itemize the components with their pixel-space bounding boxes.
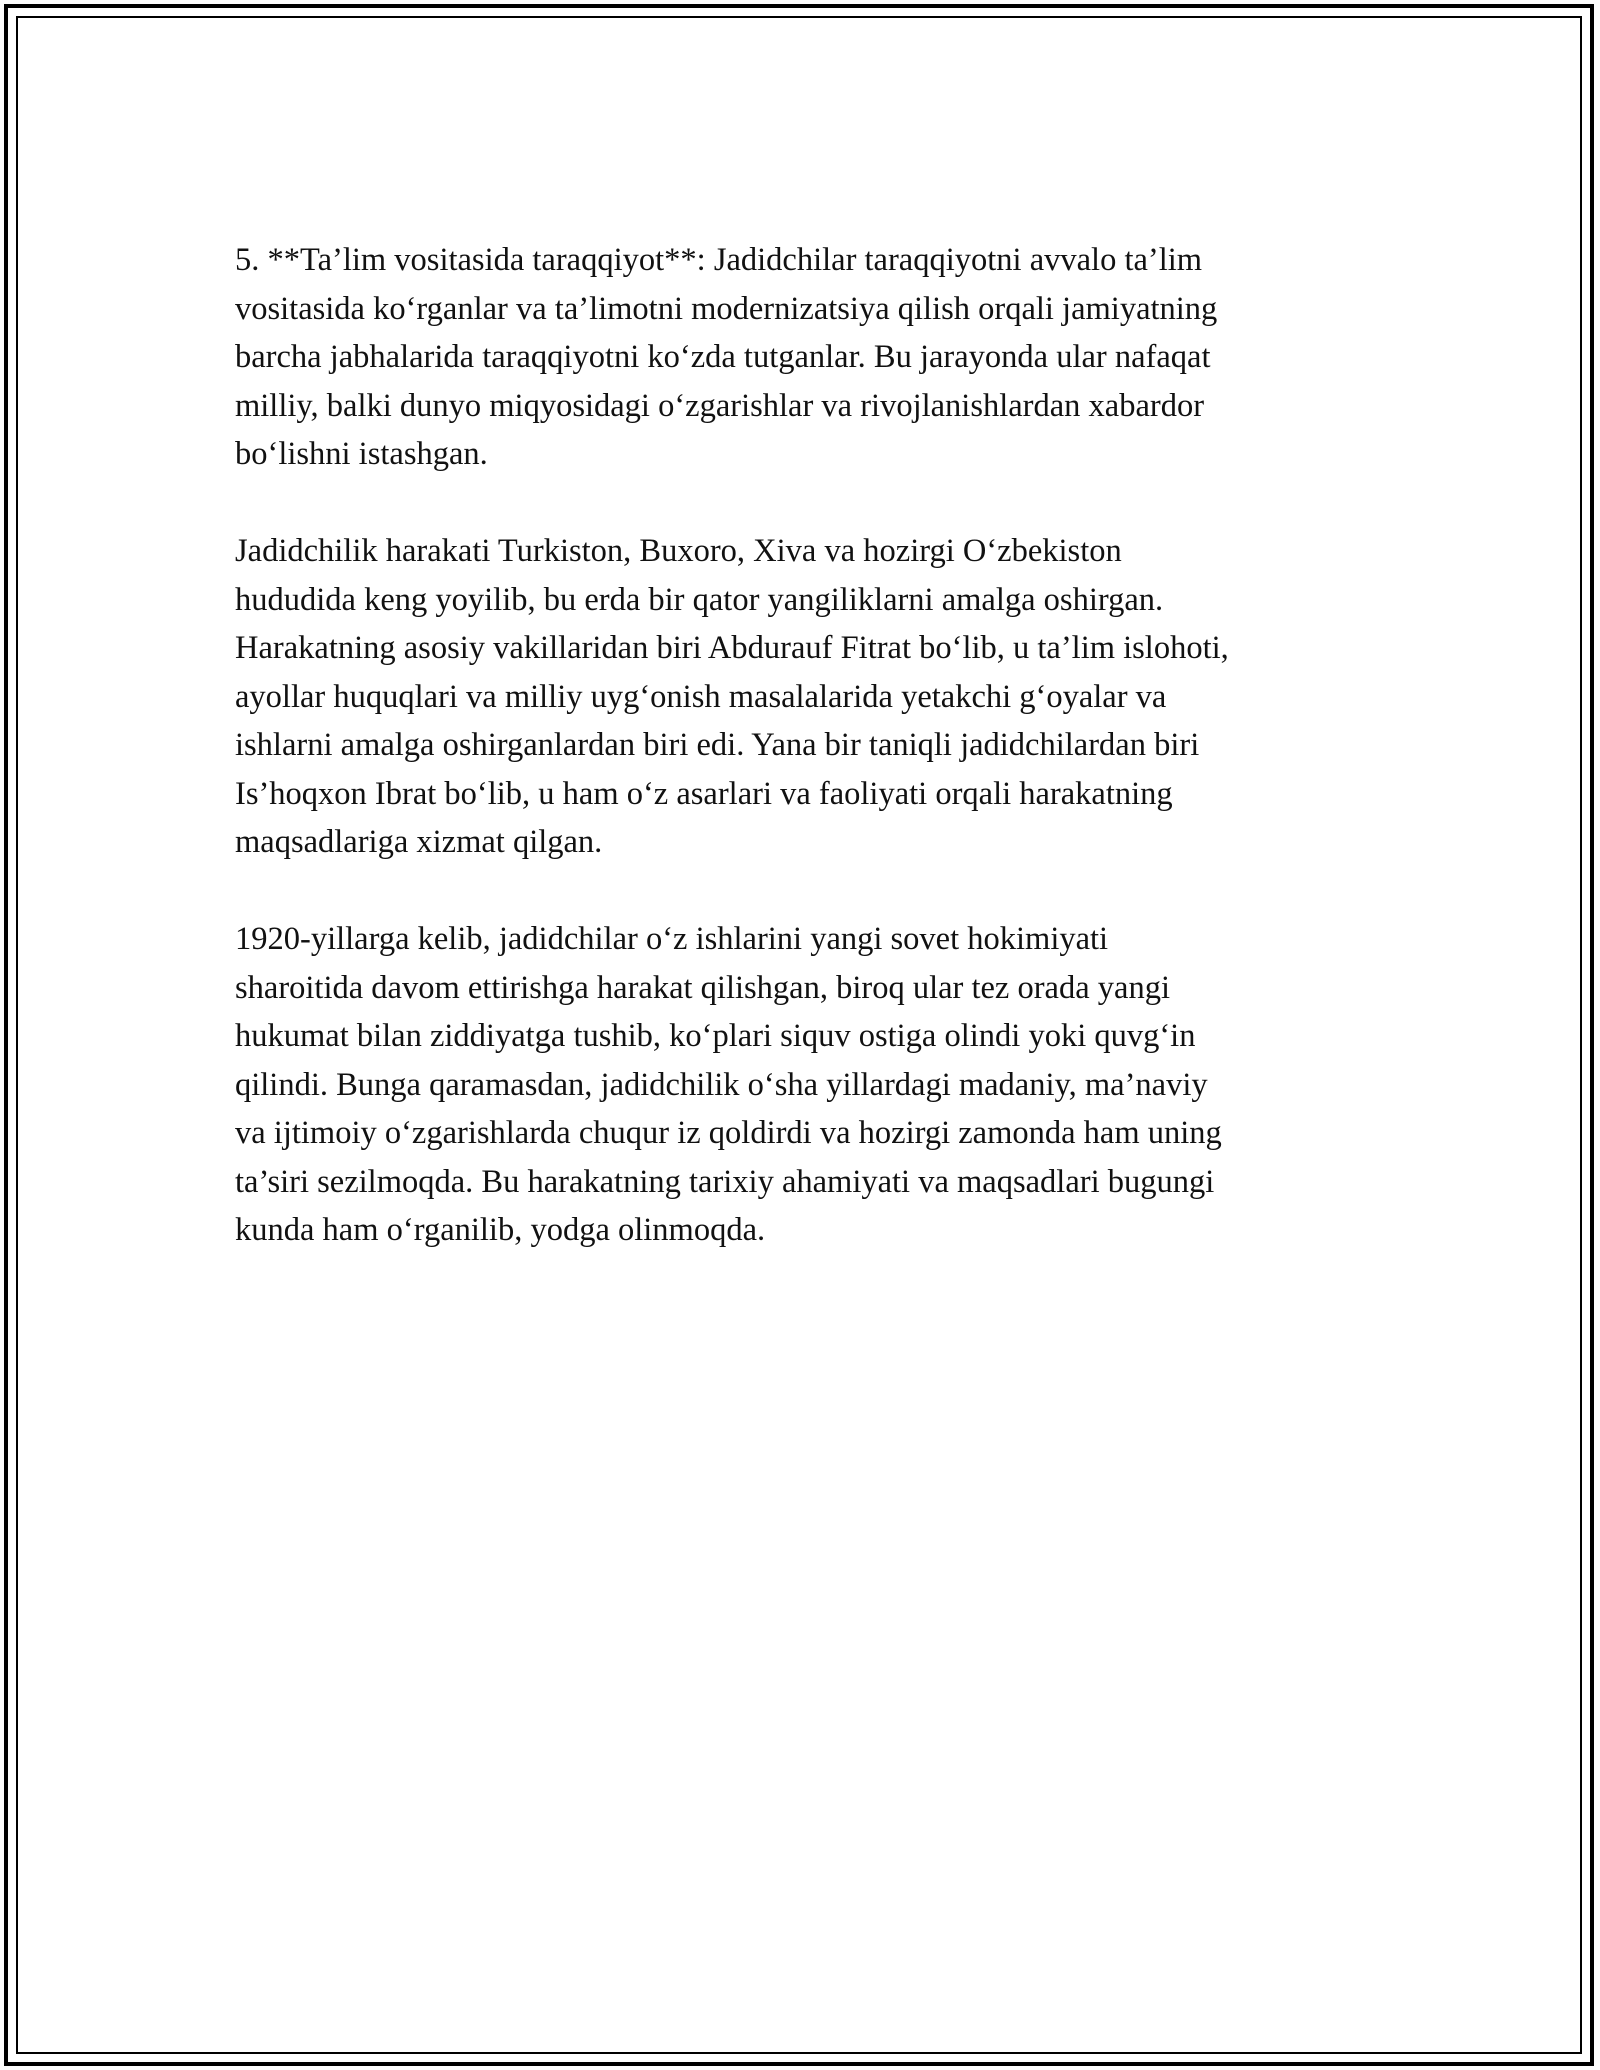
- document-body: [235, 236, 1395, 1303]
- paragraph-jadid-movement-regions: Jadidchilik harakati Turkiston, Buxoro, Xiva va hozirgi O‘zbekiston hududida keng yoyilib, bu erda bir qator yangiliklarni amalga oshirgan. Harakatning asosiy vakillaridan biri Abdurauf Fitrat bo‘lib, u ta’lim islohoti, ayollar huquqlari va milliy uyg‘onish masalalarida yetakchi g‘oyalar va ishlarni amalga oshirganlardan biri edi. Yana bir taniqli jadidchilardan biri Is’hoqxon Ibrat bo‘lib, u ham o‘z asarlari va faoliyati orqali harakatning maqsadlariga xizmat qilgan.: [235, 533, 1229, 860]
- paragraph-soviet-period: 1920-yillarga kelib, jadidchilar o‘z ishlarini yangi sovet hokimiyati sharoitida davom ettirishga harakat qilishgan, biroq ular tez orada yangi hukumat bilan ziddiyatga tushib, ko‘plari siquv ostiga olindi yoki quvg‘in qilindi. Bunga qaramasdan, jadidchilik o‘sha yillardagi madaniy, ma’naviy va ijtimoiy o‘zgarishlarda chuqur iz qoldirdi va hozirgi zamonda ham uning ta’siri sezilmoqda. Bu harakatning tarixiy ahamiyati va maqsadlari bugungi kunda ham o‘rganilib, yodga olinmoqda.: [235, 921, 1222, 1248]
- paragraph-education-progress: 5. **Ta’lim vositasida taraqqiyot**: Jadidchilar taraqqiyotni avvalo ta’lim vositasida ko‘rganlar va ta’limotni modernizatsiya qilish orqali jamiyatning barcha jabhalarida taraqqiyotni ko‘zda tutganlar. Bu jarayonda ular nafaqat milliy, balki dunyo miqyosidagi o‘zgarishlar va rivojlanishlardan xabardor bo‘lishni istashgan.: [235, 242, 1218, 472]
